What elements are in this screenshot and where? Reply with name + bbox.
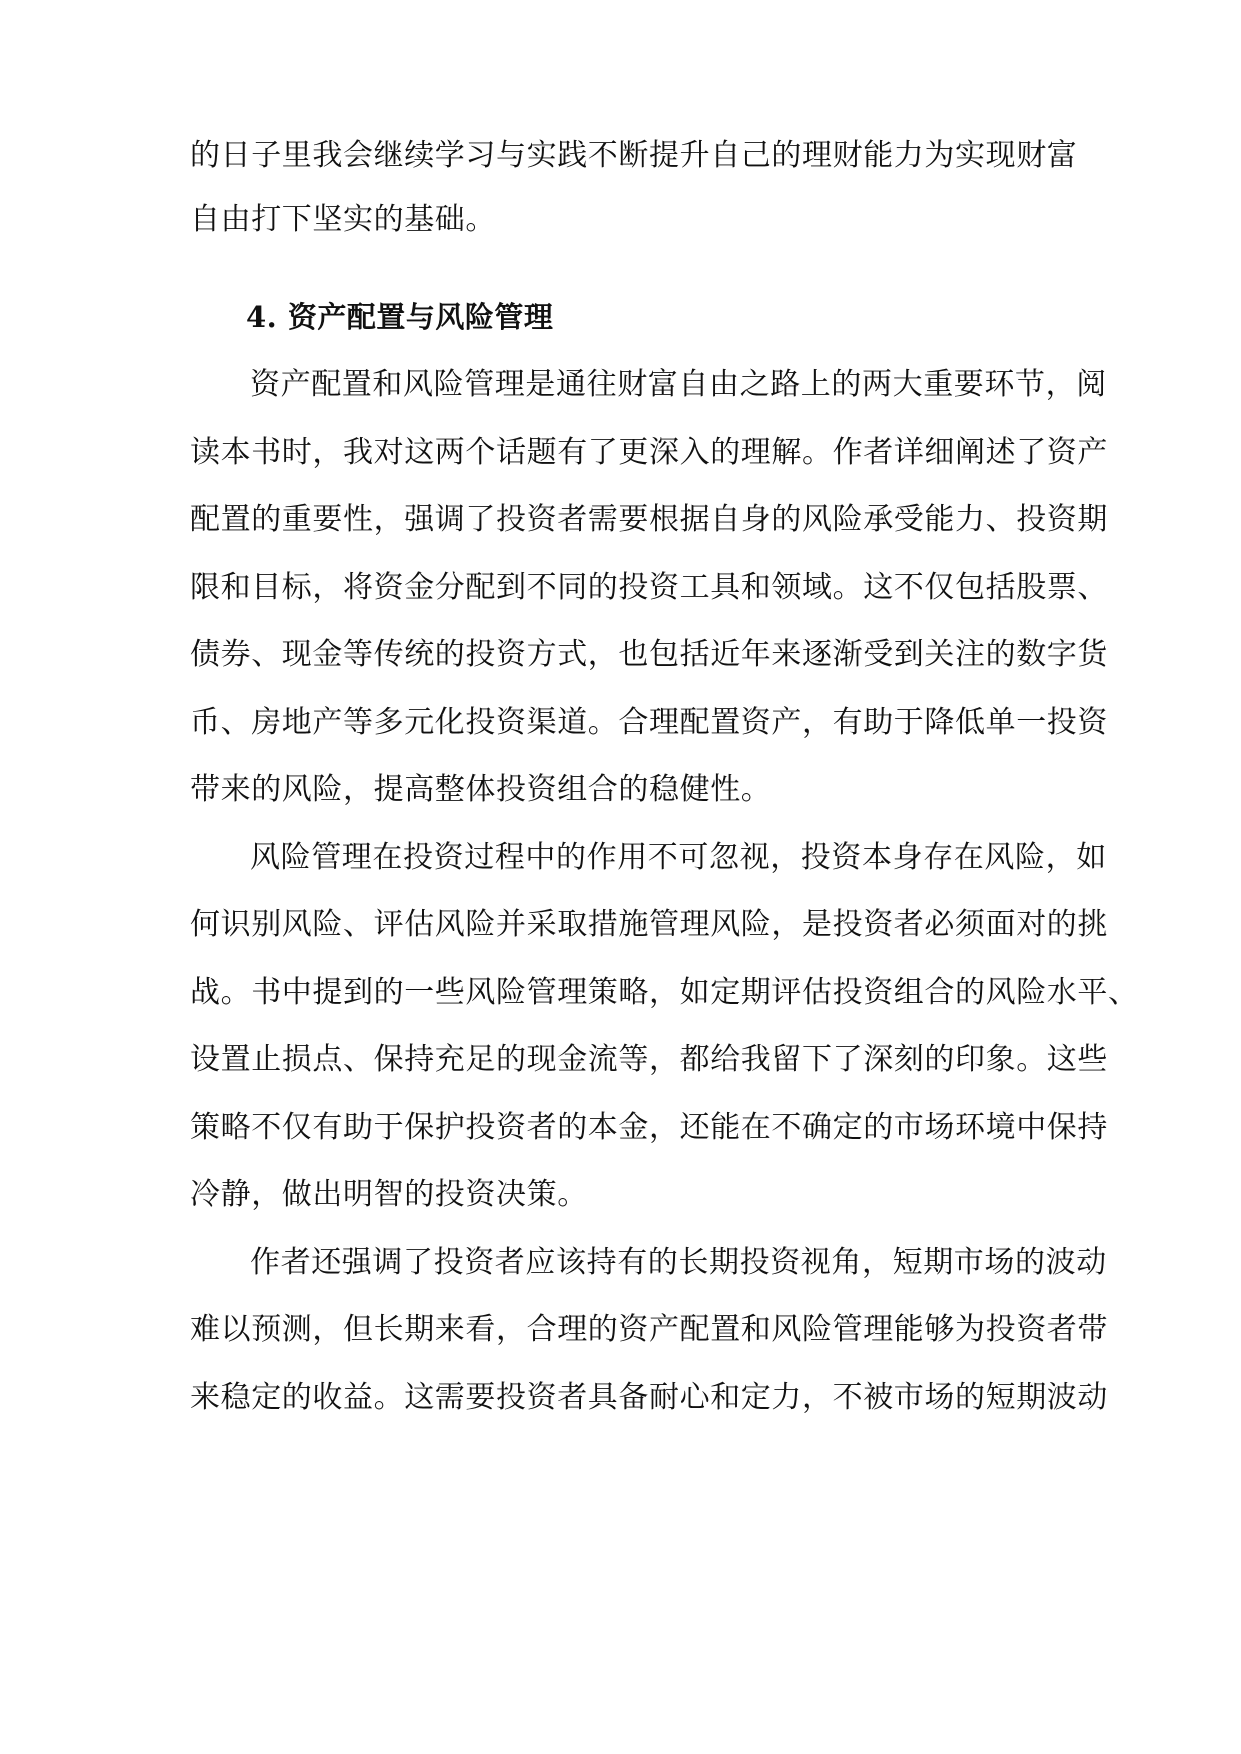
para1-line-7: 带来的风险，提高整体投资组合的稳健性。 [190, 772, 772, 807]
intro-line-2: 自由打下坚实的基础。 [190, 202, 496, 237]
para2-line-1: 风险管理在投资过程中的作用不可忽视，投资本身存在风险，如 [250, 840, 1107, 875]
para2-line-3: 战。书中提到的一些风险管理策略，如定期评估投资组合的风险水平、 [190, 975, 1139, 1010]
para3-line-2: 难以预测，但长期来看，合理的资产配置和风险管理能够为投资者带 [190, 1312, 1108, 1347]
intro-line-1: 的日子里我会继续学习与实践不断提升自己的理财能力为实现财富 [190, 138, 1078, 173]
para3-line-1: 作者还强调了投资者应该持有的长期投资视角，短期市场的波动 [250, 1245, 1107, 1280]
para2-line-4: 设置止损点、保持充足的现金流等，都给我留下了深刻的印象。这些 [190, 1042, 1108, 1077]
para2-line-5: 策略不仅有助于保护投资者的本金，还能在不确定的市场环境中保持 [190, 1110, 1108, 1145]
para2-line-2: 何识别风险、评估风险并采取措施管理风险，是投资者必须面对的挑 [190, 907, 1108, 942]
para1-line-4: 限和目标，将资金分配到不同的投资工具和领域。这不仅包括股票、 [190, 570, 1108, 605]
section-heading: 4. 资产配置与风险管理 [246, 300, 554, 334]
para3-line-3: 来稳定的收益。这需要投资者具备耐心和定力，不被市场的短期波动 [190, 1380, 1108, 1415]
para2-line-6: 冷静，做出明智的投资决策。 [190, 1177, 588, 1212]
para1-line-1: 资产配置和风险管理是通往财富自由之路上的两大重要环节，阅 [250, 367, 1107, 402]
para1-line-2: 读本书时，我对这两个话题有了更深入的理解。作者详细阐述了资产 [190, 435, 1108, 470]
para1-line-6: 币、房地产等多元化投资渠道。合理配置资产，有助于降低单一投资 [190, 705, 1108, 740]
para1-line-3: 配置的重要性，强调了投资者需要根据自身的风险承受能力、投资期 [190, 502, 1108, 537]
para1-line-5: 债券、现金等传统的投资方式，也包括近年来逐渐受到关注的数字货 [190, 637, 1108, 672]
